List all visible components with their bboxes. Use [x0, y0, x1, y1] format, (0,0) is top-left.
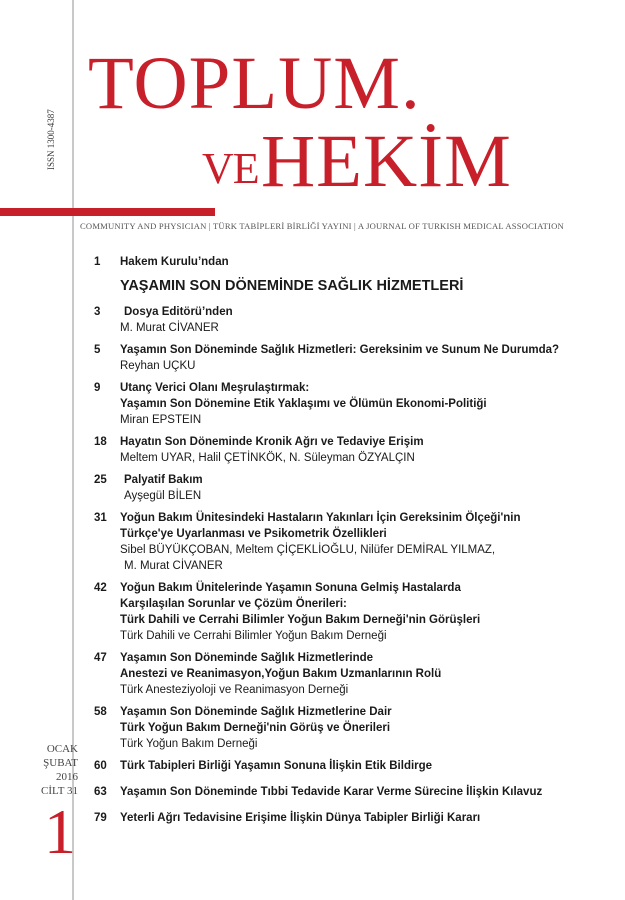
toc-title: Hakem Kurulu’ndan — [120, 256, 229, 268]
journal-subtitle: COMMUNITY AND PHYSICIAN | TÜRK TABİPLERİ BİRLİĞİ YAYINI | A JOURNAL OF TURKISH MEDICAL ASSOCIATION — [80, 221, 564, 231]
issue-year: 2016 — [56, 771, 78, 783]
toc-entry[interactable] — [94, 342, 614, 374]
toc-title: Türkçe'ye Uyarlanması ve Psikometrik Özellikleri — [120, 528, 387, 540]
toc-entry[interactable] — [94, 510, 614, 574]
toc-title: Karşılaşılan Sorunlar ve Çözüm Önerileri: — [120, 598, 347, 610]
toc-title: Yoğun Bakım Ünitelerinde Yaşamın Sonuna Gelmiş Hastalarda — [120, 582, 461, 594]
section-heading: YAŞAMIN SON DÖNEMİNDE SAĞLIK HİZMETLERİ — [120, 278, 464, 294]
toc-author: Reyhan UÇKU — [120, 360, 196, 372]
toc-author: Türk Yoğun Bakım Derneği — [120, 738, 258, 750]
toc-title: Yeterli Ağrı Tedavisine Erişime İlişkin Dünya Tabipler Birliği Kararı — [120, 812, 481, 824]
issue-volume: CİLT 31 — [41, 785, 78, 797]
toc-title: Yaşamın Son Döneminde Sağlık Hizmetlerinde — [120, 652, 374, 664]
toc-title: Yaşamın Son Dönemine Etik Yaklaşımı ve Ölümün Ekonomi-Politiği — [120, 398, 487, 410]
toc-title: Hayatın Son Döneminde Kronik Ağrı ve Tedaviye Erişim — [120, 436, 424, 448]
toc-page-number: 1 — [94, 256, 101, 268]
table-of-contents — [94, 254, 614, 832]
toc-page-number: 25 — [94, 474, 107, 486]
toc-author: Sibel BÜYÜKÇOBAN, Meltem ÇİÇEKLİOĞLU, Nilüfer DEMİRAL YILMAZ, — [120, 544, 496, 556]
toc-page-number: 18 — [94, 436, 107, 448]
toc-author: Meltem UYAR, Halil ÇETİNKÖK, N. Süleyman ÖZYALÇIN — [120, 452, 415, 464]
toc-entry[interactable] — [94, 380, 614, 428]
toc-author: M. Murat CİVANER — [120, 322, 219, 334]
toc-entry[interactable] — [94, 304, 614, 336]
toc-author: Türk Anesteziyoloji ve Reanimasyon Derneği — [120, 684, 349, 696]
toc-title: Yaşamın Son Döneminde Sağlık Hizmetlerine Dair — [120, 706, 392, 718]
toc-entry[interactable] — [94, 784, 614, 800]
toc-title: Yaşamın Son Döneminde Sağlık Hizmetleri: Gereksinim ve Sunum Ne Durumda? — [120, 344, 560, 356]
toc-title: Anestezi ve Reanimasyon,Yoğun Bakım Uzmanlarının Rolü — [120, 668, 442, 680]
toc-title: Utanç Verici Olanı Meşrulaştırmak: — [120, 382, 310, 394]
toc-entry[interactable] — [94, 472, 614, 504]
toc-entry[interactable] — [94, 650, 614, 698]
toc-entry[interactable] — [94, 434, 614, 466]
toc-page-number: 79 — [94, 812, 107, 824]
toc-author: Türk Dahili ve Cerrahi Bilimler Yoğun Bakım Derneği — [120, 630, 387, 642]
toc-page-number: 58 — [94, 706, 107, 718]
toc-title: Dosya Editörü’nden — [124, 306, 233, 318]
issue-info — [10, 742, 78, 798]
toc-entry[interactable] — [94, 704, 614, 752]
journal-title-ve: VE — [202, 144, 259, 193]
issue-number: 1 — [44, 796, 76, 867]
toc-title: Türk Dahili ve Cerrahi Bilimler Yoğun Bakım Derneği'nin Görüşleri — [120, 614, 481, 626]
red-accent-bar — [0, 208, 215, 216]
toc-entry[interactable] — [94, 758, 614, 774]
toc-page-number: 31 — [94, 512, 107, 524]
toc-title: Türk Tabipleri Birliği Yaşamın Sonuna İlişkin Etik Bildirge — [120, 760, 433, 772]
toc-title: Yaşamın Son Döneminde Tıbbi Tedavide Karar Verme Sürecine İlişkin Kılavuz — [120, 786, 543, 798]
issn-label: ISSN 1300-4387 — [46, 109, 56, 170]
toc-page-number: 60 — [94, 760, 107, 772]
toc-page-number: 9 — [94, 382, 101, 394]
toc-page-number: 63 — [94, 786, 107, 798]
toc-title: Palyatif Bakım — [124, 474, 203, 486]
issue-month-2: ŞUBAT — [43, 757, 78, 769]
toc-entry[interactable] — [94, 254, 614, 270]
toc-entry[interactable] — [94, 580, 614, 644]
issue-month-1: OCAK — [46, 743, 78, 755]
toc-author: Ayşegül BİLEN — [124, 490, 202, 502]
toc-page-number: 47 — [94, 652, 107, 664]
toc-title: Yoğun Bakım Ünitesindeki Hastaların Yakınları İçin Gereksinim Ölçeği'nin — [120, 512, 521, 524]
toc-entry[interactable] — [94, 810, 614, 826]
toc-page-number: 42 — [94, 582, 107, 594]
toc-page-number: 3 — [94, 306, 101, 318]
toc-page-number: 5 — [94, 344, 101, 356]
toc-author: M. Murat CİVANER — [124, 560, 223, 572]
toc-title: Türk Yoğun Bakım Derneği'nin Görüş ve Önerileri — [120, 722, 391, 734]
journal-title-toplum: TOPLUM. — [88, 42, 421, 125]
journal-title-hekim: HEKİM — [261, 120, 512, 203]
toc-author: Miran EPSTEIN — [120, 414, 202, 426]
